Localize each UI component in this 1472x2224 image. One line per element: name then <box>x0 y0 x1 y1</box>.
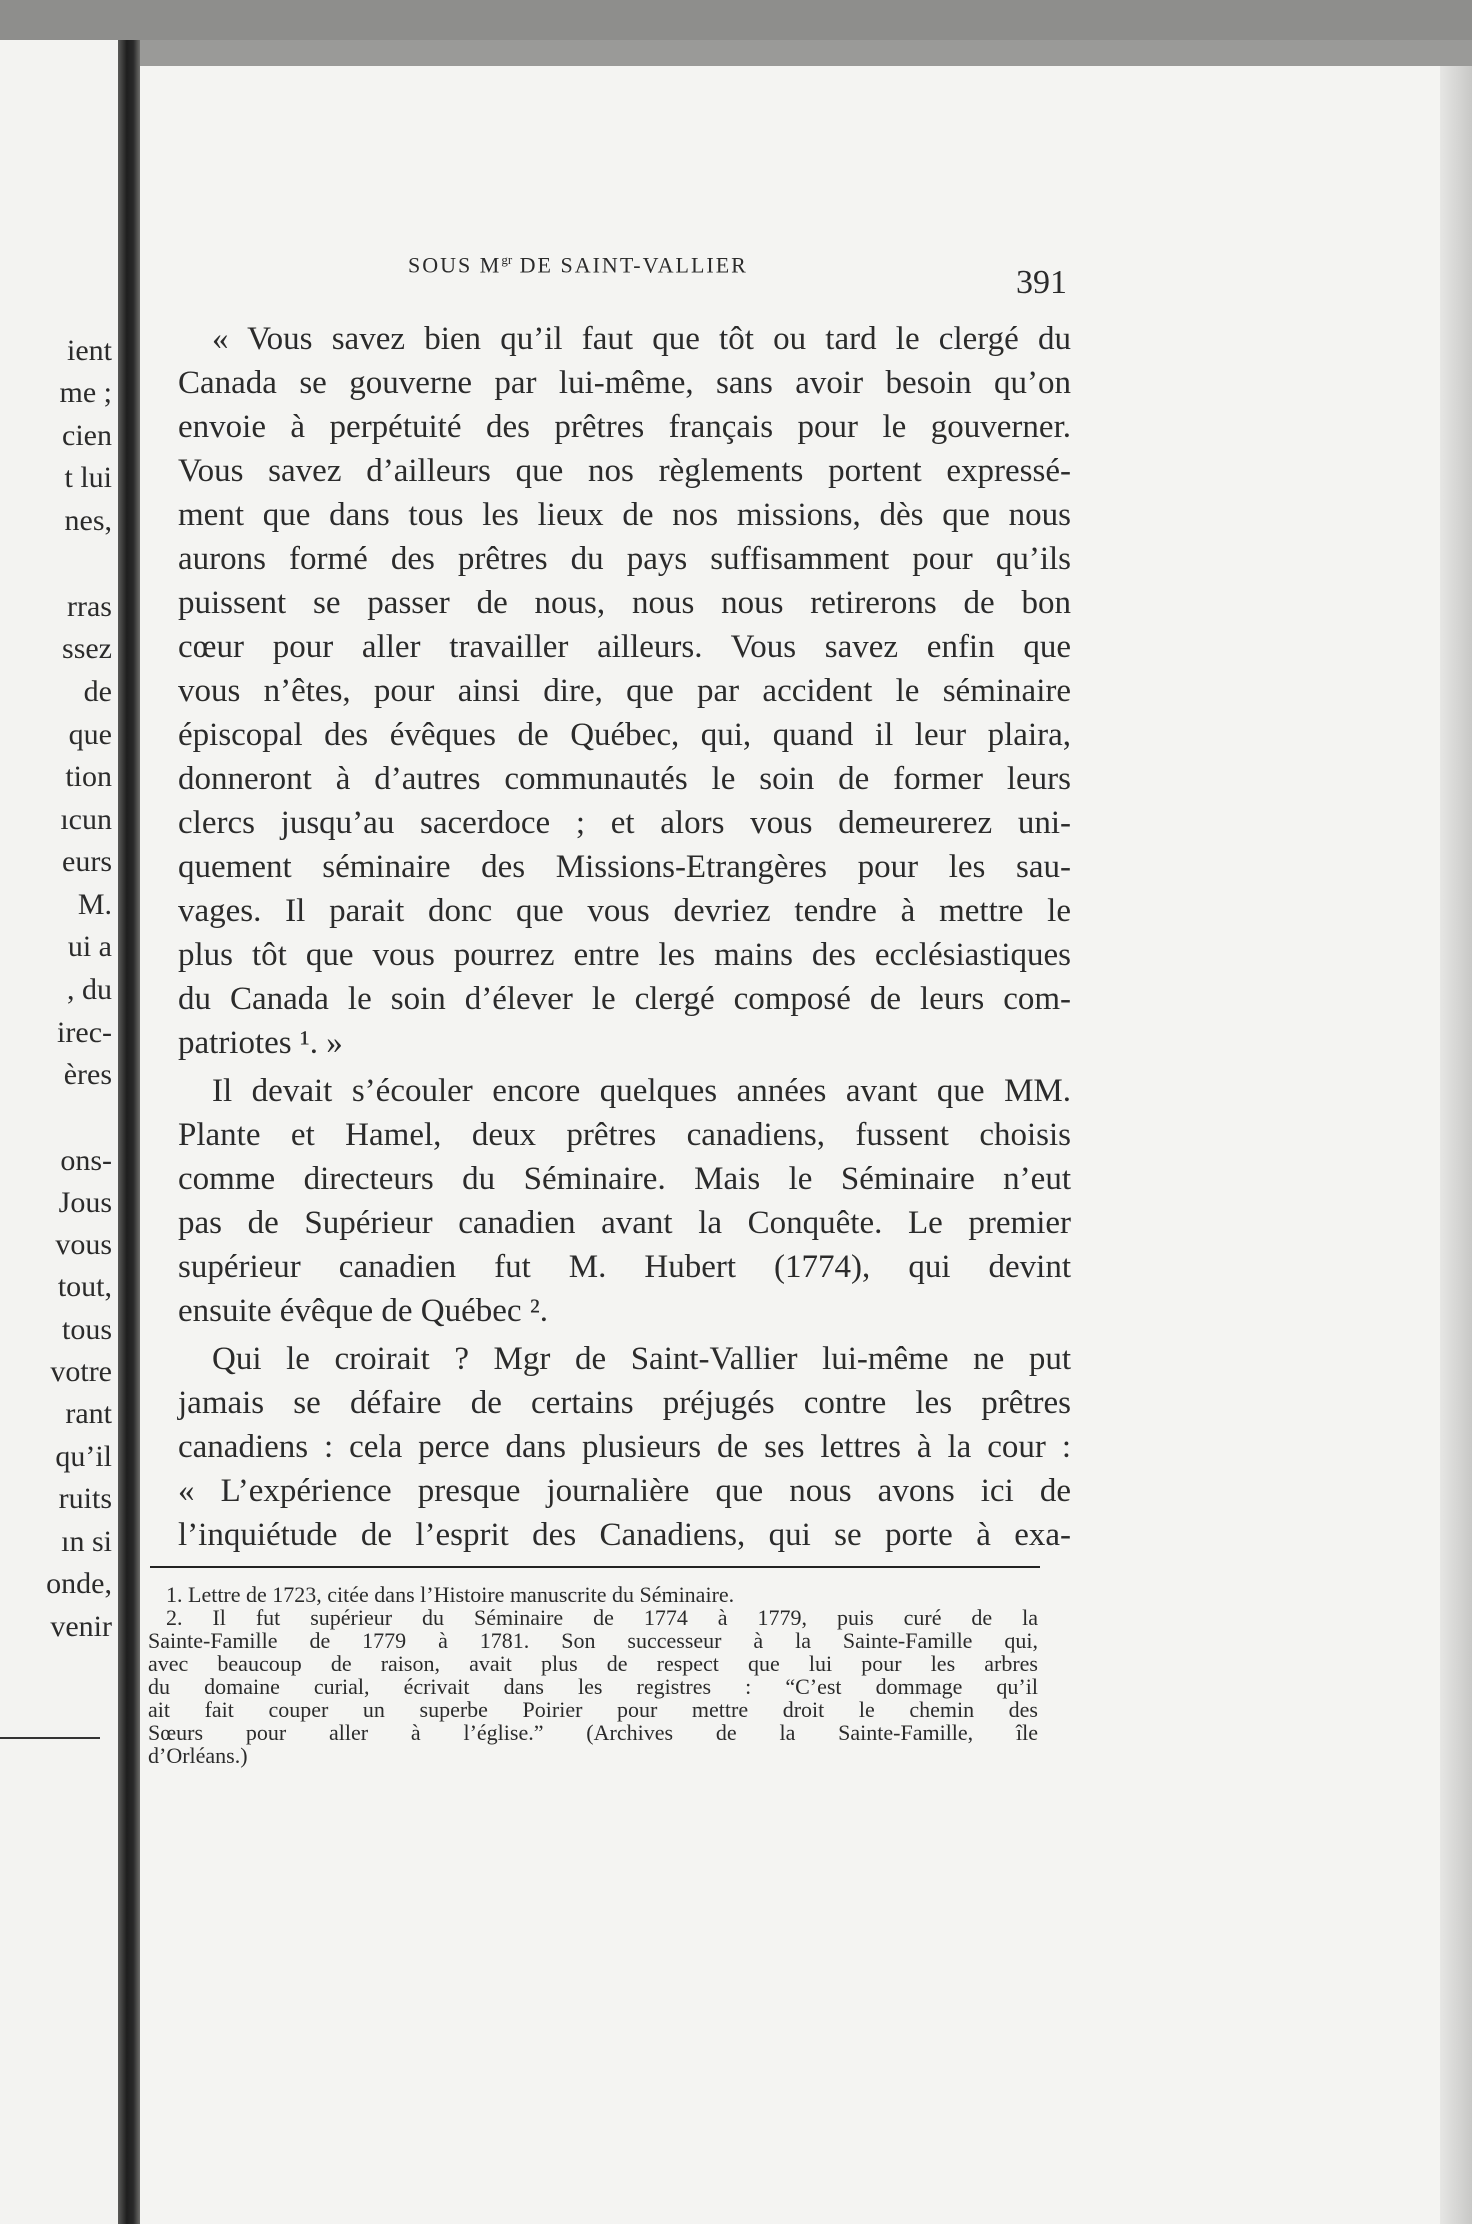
body-line: patriotes ¹. » <box>178 1025 343 1061</box>
body-line: Qui le croirait ? Mgr de Saint-Vallier lui-même ne put <box>212 1341 1071 1377</box>
left-page-fragment: ères <box>63 1058 112 1091</box>
left-page-fragment: rras <box>67 590 112 623</box>
body-line: ensuite évêque de Québec ². <box>178 1293 548 1329</box>
left-page-fragment: tout, <box>57 1270 112 1303</box>
left-page-fragment: onde, <box>46 1567 112 1600</box>
left-page-rule <box>0 1737 100 1739</box>
footnote-line: ait fait couper un superbe Poirier pour mettre droit le chemin des <box>148 1697 1038 1722</box>
left-page-fragment: tion <box>65 760 112 793</box>
body-line: du Canada le soin d’élever le clergé composé de leurs com- <box>178 981 1071 1017</box>
footnote-line: avec beaucoup de raison, avait plus de respect que lui pour les arbres <box>148 1651 1038 1676</box>
body-line: puissent se passer de nous, nous nous retirerons de bon <box>178 585 1071 621</box>
footnote-line: Sainte-Famille de 1779 à 1781. Son successeur à la Sainte-Famille qui, <box>148 1628 1038 1653</box>
left-page-fragment: t lui <box>64 461 112 494</box>
page-edge <box>1440 66 1472 2224</box>
footnote-line: du domaine curial, écrivait dans les registres : “C’est dommage qu’il <box>148 1674 1038 1699</box>
left-page-fragment: M. <box>77 888 112 921</box>
left-page-fragment: nes, <box>64 504 112 537</box>
body-line: envoie à perpétuité des prêtres français pour le gouverner. <box>178 409 1071 445</box>
body-line: clercs jusqu’au sacerdoce ; et alors vous demeurerez uni- <box>178 805 1071 841</box>
body-line: jamais se défaire de certains préjugés contre les prêtres <box>178 1385 1071 1421</box>
left-page-fragment: tous <box>61 1313 112 1346</box>
left-page-fragment: votre <box>50 1355 112 1388</box>
body-line: Canada se gouverne par lui-même, sans avoir besoin qu’on <box>178 365 1071 401</box>
left-page-fragment: Jous <box>58 1186 112 1219</box>
book-gutter <box>118 40 140 2224</box>
left-page-fragment: ıcun <box>60 803 112 836</box>
body-line: cœur pour aller travailler ailleurs. Vous savez enfin que <box>178 629 1071 665</box>
footnote-rule <box>150 1566 1040 1568</box>
left-facing-page <box>0 40 118 2224</box>
left-page-fragment: , du <box>67 973 112 1006</box>
footnote-line: Sœurs pour aller à l’église.” (Archives de la Sainte-Famille, île <box>148 1720 1038 1745</box>
left-page-fragment: cien <box>62 419 112 452</box>
body-line: Il devait s’écouler encore quelques années avant que MM. <box>212 1073 1071 1109</box>
body-line: pas de Supérieur canadien avant la Conquête. Le premier <box>178 1205 1071 1241</box>
body-line: « L’expérience presque journalière que nous avons ici de <box>178 1473 1071 1509</box>
left-page-fragment: me ; <box>59 376 112 409</box>
left-page-fragment: ient <box>67 334 112 367</box>
body-line: plus tôt que vous pourrez entre les mains des ecclésiastiques <box>178 937 1071 973</box>
footnote-line: 1. Lettre de 1723, citée dans l’Histoire manuscrite du Séminaire. <box>166 1582 735 1607</box>
body-line: ment que dans tous les lieux de nos missions, dès que nous <box>178 497 1071 533</box>
left-page-fragment: qu’il <box>55 1440 112 1473</box>
left-page-fragment: ruits <box>58 1482 112 1515</box>
footnote-line: d’Orléans.) <box>148 1743 248 1768</box>
running-title: SOUS $M^{gr}$ DE SAINT-VALLIER <box>408 252 748 278</box>
left-page-fragment: venir <box>50 1610 112 1643</box>
left-page-fragment: eurs <box>62 845 112 878</box>
left-page-fragment: ui a <box>67 930 112 963</box>
left-page-fragment: irec- <box>57 1016 112 1049</box>
page-number: 391 <box>1016 264 1067 301</box>
body-line: l’inquiétude de l’esprit des Canadiens, qui se porte à exa- <box>178 1517 1071 1553</box>
left-page-fragment: ın si <box>61 1525 112 1558</box>
body-line: donneront à d’autres communautés le soin de former leurs <box>178 761 1071 797</box>
left-page-fragment: ssez <box>62 632 112 665</box>
body-line: quement séminaire des Missions-Etrangères pour les sau- <box>178 849 1071 885</box>
left-page-fragment: ons- <box>60 1144 112 1177</box>
body-line: vages. Il parait donc que vous devriez tendre à mettre le <box>178 893 1071 929</box>
left-page-fragment: que <box>68 718 112 751</box>
left-page-fragment: de <box>83 675 112 708</box>
body-line: épiscopal des évêques de Québec, qui, quand il leur plaira, <box>178 717 1071 753</box>
scan-background <box>0 0 1472 40</box>
left-page-fragment: rant <box>65 1397 112 1430</box>
body-line: canadiens : cela perce dans plusieurs de ses lettres à la cour : <box>178 1429 1071 1465</box>
body-line: Vous savez d’ailleurs que nos règlements portent expressé- <box>178 453 1071 489</box>
body-line: vous n’êtes, pour ainsi dire, que par accident le séminaire <box>178 673 1071 709</box>
body-line: comme directeurs du Séminaire. Mais le Séminaire n’eut <box>178 1161 1071 1197</box>
left-page-fragment: vous <box>55 1228 112 1261</box>
footnote-line: 2. Il fut supérieur du Séminaire de 1774 à 1779, puis curé de la <box>166 1605 1038 1630</box>
body-line: supérieur canadien fut M. Hubert (1774), qui devint <box>178 1249 1071 1285</box>
body-line: aurons formé des prêtres du pays suffisamment pour qu’ils <box>178 541 1071 577</box>
body-line: « Vous savez bien qu’il faut que tôt ou tard le clergé du <box>212 321 1071 357</box>
body-line: Plante et Hamel, deux prêtres canadiens, fussent choisis <box>178 1117 1071 1153</box>
